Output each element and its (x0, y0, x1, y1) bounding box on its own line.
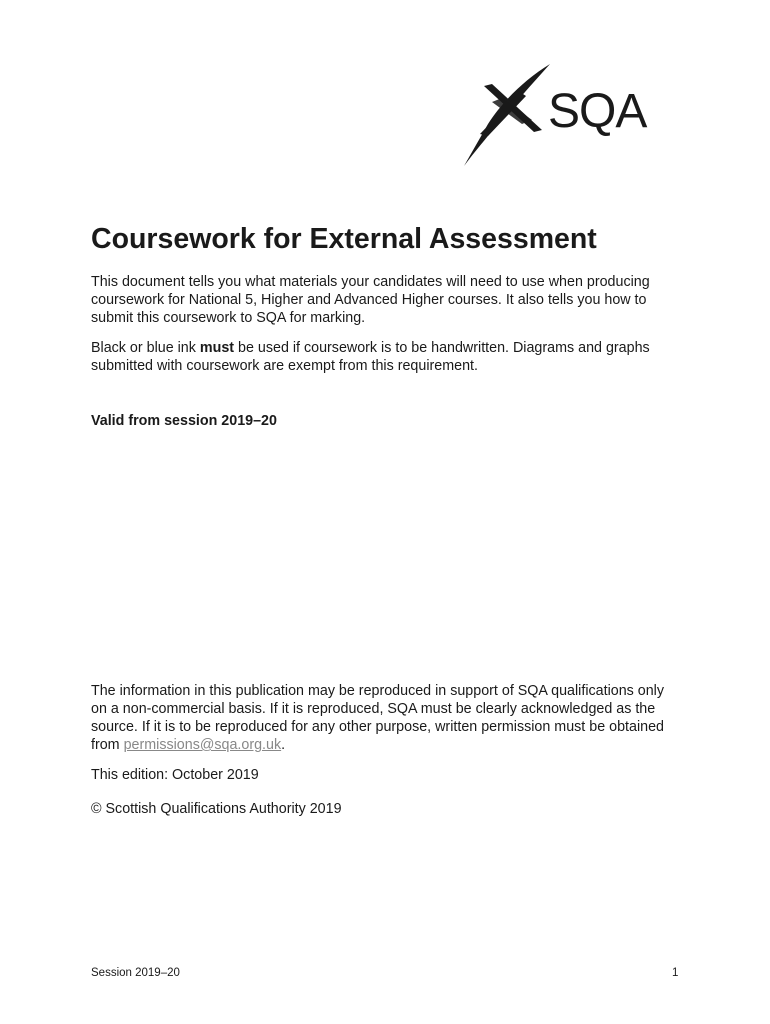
page-number: 1 (672, 967, 679, 979)
ink-text-prefix: Black or blue ink (91, 340, 200, 356)
edition-text: This edition: October 2019 (91, 767, 259, 783)
logo-text: SQA (548, 85, 647, 138)
reproduction-end: . (281, 737, 286, 753)
copyright-text: © Scottish Qualifications Authority 2019 (91, 801, 342, 817)
valid-from-heading: Valid from session 2019–20 (91, 413, 277, 429)
ink-requirement-paragraph (91, 339, 681, 375)
ink-text-suffix: be used if coursework is to be handwritten. Diagrams and graphs submitted with coursework are exempt from this requirement. (91, 340, 650, 374)
sqa-logo (462, 62, 672, 170)
document-title: Coursework for External Assessment (91, 223, 597, 255)
ink-emphasis: must (199, 340, 235, 356)
reproduction-text: The information in this publication may be reproduced in support of SQA qualifications only on a non-commercial basis. If it is reproduced, SQA must be clearly acknowledged as the source. If it is to be reproduced for any other purpose, written permission must be obtained from (91, 683, 664, 753)
permissions-email-link[interactable]: permissions@sqa.org.uk (123, 737, 282, 753)
reproduction-paragraph (91, 682, 681, 754)
footer-session: Session 2019–20 (91, 967, 180, 979)
intro-paragraph: This document tells you what materials your candidates will need to use when producing coursework for National 5, Higher and Advanced Higher courses. It also tells you how to submit this coursework to SQA for marking. (91, 274, 650, 326)
sqa-saltire-swoosh-icon (462, 62, 552, 170)
